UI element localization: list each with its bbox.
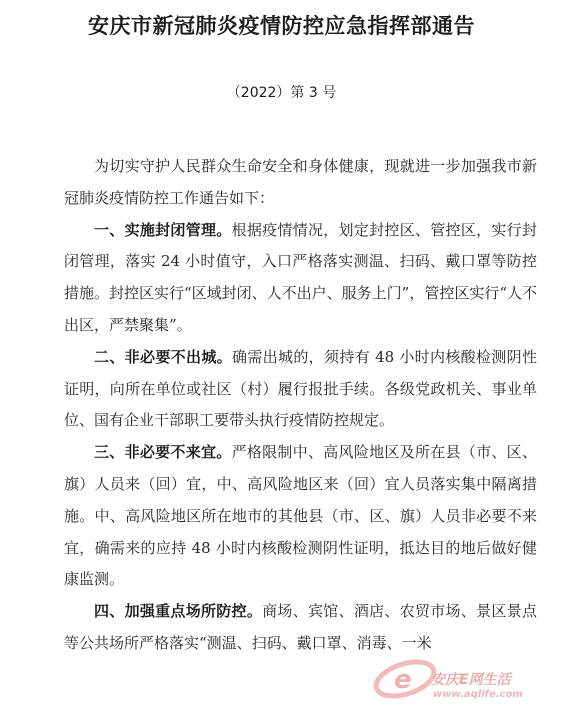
section-text-1: 根据疫情情况，划定封控区、管控区，实行封闭管理，落实 24 小时值守，入口严格落实测温、扫码、戴口罩等防控措施。封控区实行“区域封闭、人不出户、服务上门”，管控区实行“人不出区，严禁聚集”。 [64, 220, 538, 334]
document-body [64, 151, 537, 660]
intro-paragraph: 为切实守护人民群众生命安全和身体健康，现就进一步加强我市新冠肺炎疫情防控工作通告如下： [64, 157, 537, 207]
section-text-2: 确需出城的，须持有 48 小时内核酸检测阴性证明，向所在单位或社区（村）履行报批手续。各级党政机关、事业单位、国有企业干部职工要带头执行疫情防控规定。 [64, 347, 537, 430]
section-paragraph-2 [64, 342, 537, 437]
watermark-text: 安庆E网生活 [431, 672, 511, 688]
section-heading-2: 二、非必要不出城。 [94, 347, 233, 366]
watermark [371, 645, 561, 705]
section-heading-1: 一、实施封闭管理。 [94, 220, 232, 239]
section-text-4: 商场、宾馆、酒店、农贸市场、景区景点等公共场所严格落实“测温、扫码、戴口罩、消毒、一米 [64, 602, 537, 652]
section-paragraph-1 [64, 215, 537, 342]
svg-text:e: e [394, 665, 412, 695]
document-title: 安庆市新冠肺炎疫情防控应急指挥部通告 [88, 14, 475, 38]
watermark-url: www.aqlife.com [433, 689, 523, 700]
section-heading-3: 三、非必要不来宜。 [94, 443, 232, 462]
section-text-3: 严格限制中、高风险地区及所在县（市、区、旗）人员来（回）宜，中、高风险地区来（回）宜人员落实集中隔离措施。中、高风险地区所在地市的其他县（市、区、旗）人员非必要不来宜，确需来的应持 48 小时内核酸检测阴性证明，抵达目的地后做好健康监测。 [64, 443, 537, 589]
document-number: （2022）第 3 号 [226, 85, 337, 101]
section-paragraph-3 [64, 437, 537, 596]
section-heading-4: 四、加强重点场所防控。 [94, 602, 263, 621]
